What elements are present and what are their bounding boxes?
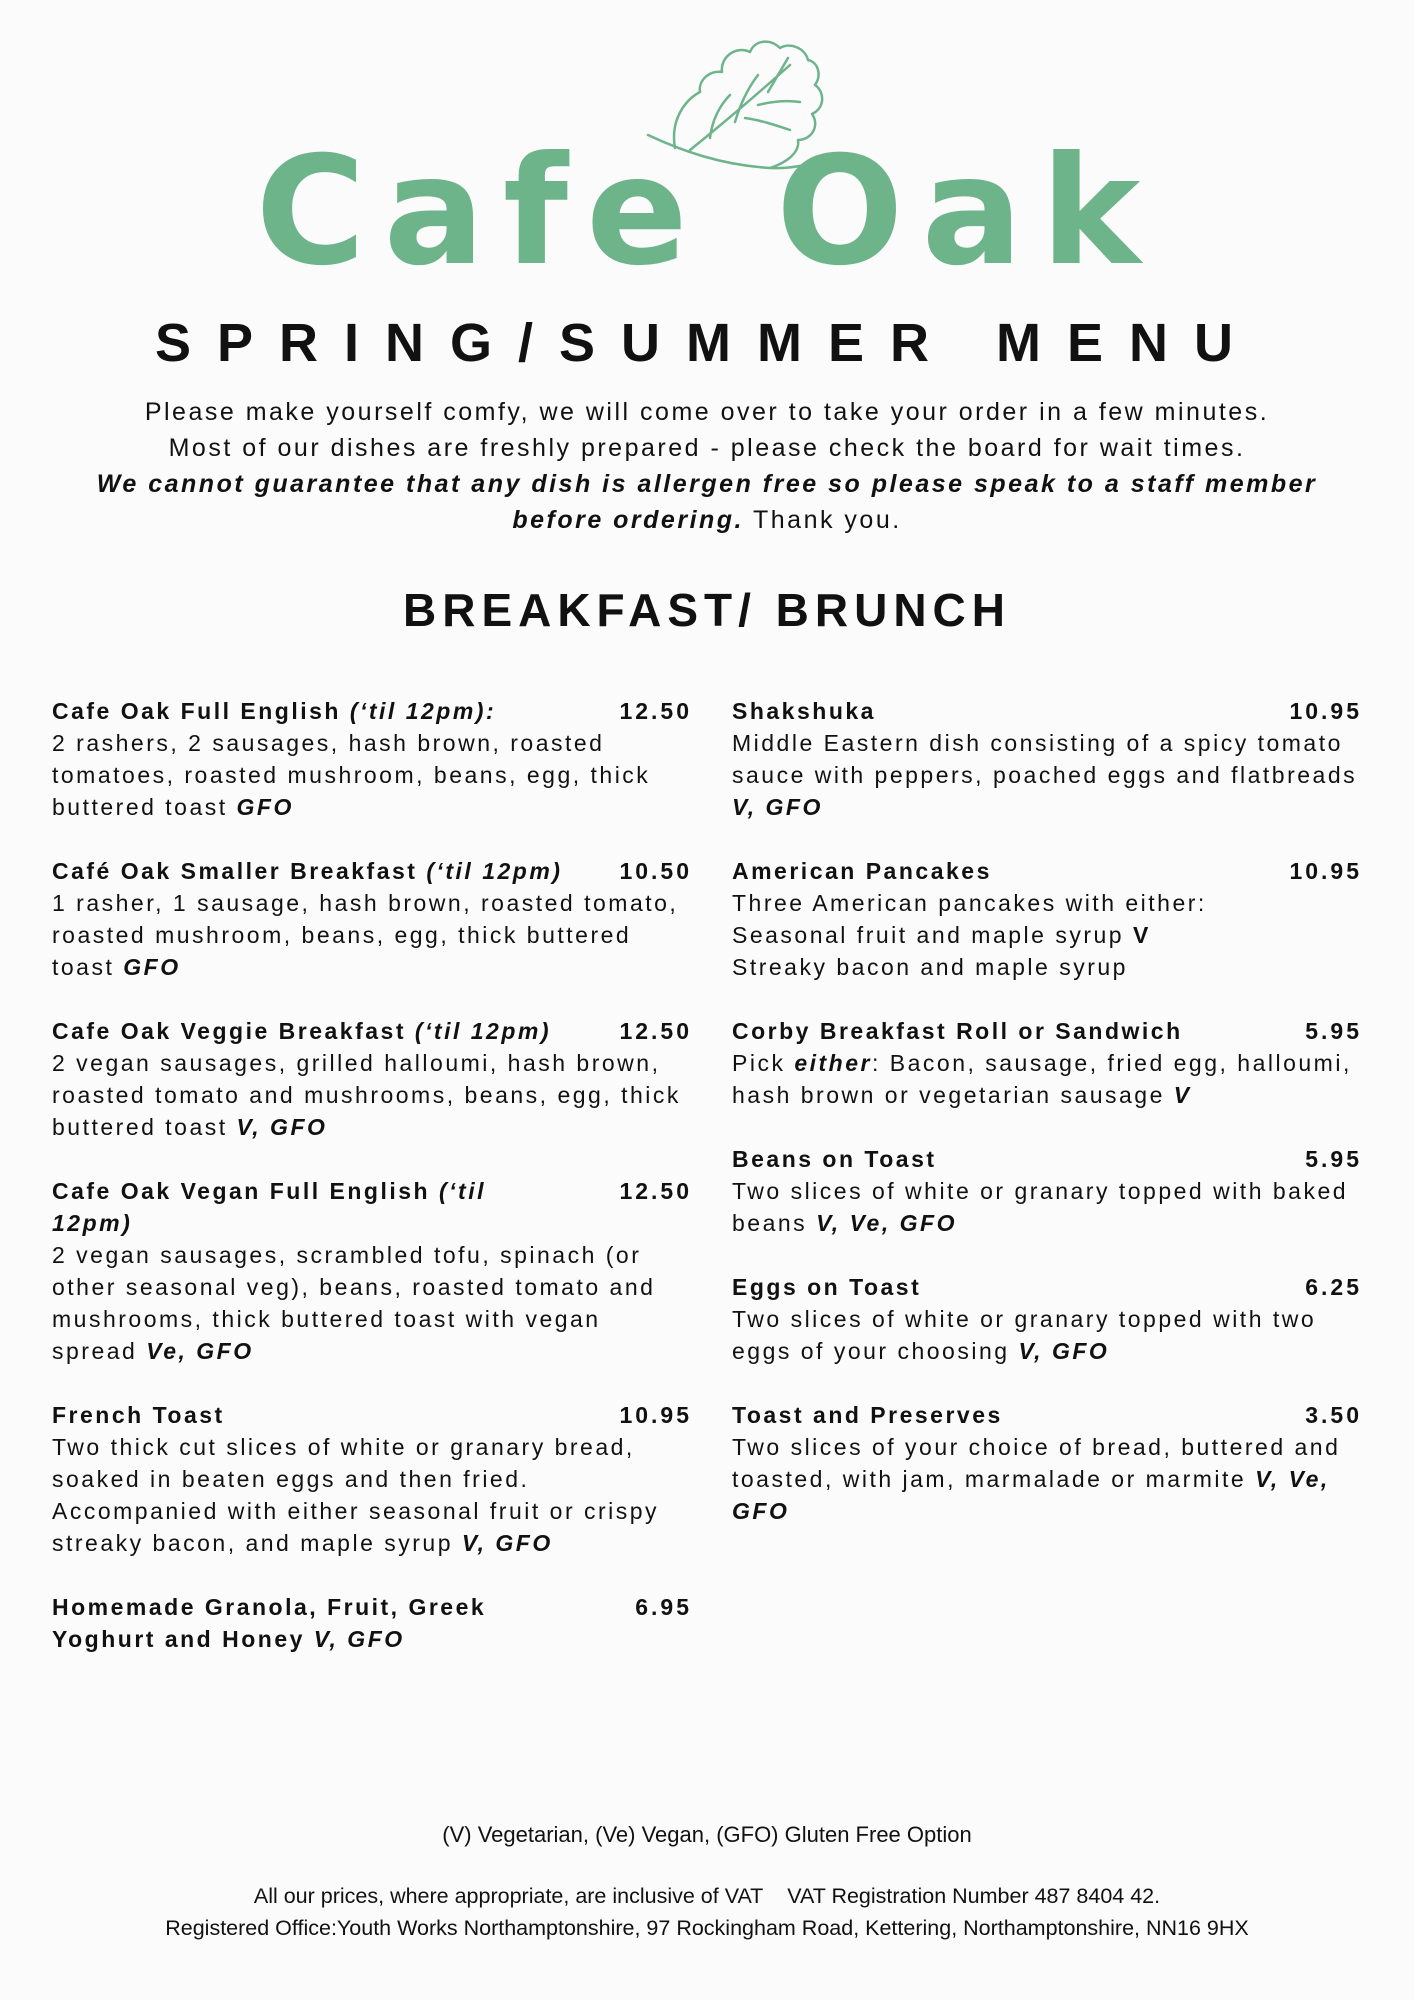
item-description: Middle Eastern dish consisting of a spicy tomato sauce with peppers, poached eggs and flatbreads V, GFO: [732, 730, 1358, 820]
menu-item: [732, 1143, 1362, 1239]
dietary-tags: V, GFO: [1018, 1338, 1110, 1364]
dietary-legend: (V) Vegetarian, (Ve) Vegan, (GFO) Gluten Free Option: [442, 1822, 972, 1847]
thanks-text: Thank you.: [753, 506, 902, 534]
intro-text: [60, 394, 1354, 538]
item-description: 2 vegan sausages, grilled halloumi, hash brown, roasted tomato and mushrooms, beans, egg, thick buttered toast V, GFO: [52, 1050, 681, 1140]
menu-item: [52, 695, 692, 823]
item-name: Beans on Toast: [732, 1146, 937, 1172]
item-name: Homemade Granola, Fruit, Greek Yoghurt and Honey V, GFO: [52, 1594, 487, 1652]
dietary-tags: GFO: [123, 954, 181, 980]
intro-line-2: Most of our dishes are freshly prepared - please check the board for wait times.: [168, 434, 1246, 462]
item-name: Corby Breakfast Roll or Sandwich: [732, 1018, 1183, 1044]
item-description: Three American pancakes with either: Seasonal fruit and maple syrup V Streaky bacon and maple syrup: [732, 890, 1207, 980]
item-description: Two thick cut slices of white or granary bread, soaked in beaten eggs and then fried. Accompanied with either seasonal fruit or crispy streaky bacon, and maple syrup V, GFO: [52, 1434, 660, 1556]
menu-item: [52, 1399, 692, 1559]
item-name: Eggs on Toast: [732, 1274, 922, 1300]
item-name: Shakshuka: [732, 698, 876, 724]
item-name: Café Oak Smaller Breakfast (‘til 12pm): [52, 858, 563, 884]
item-price: 12.50: [619, 1178, 692, 1204]
dietary-tags: V, Ve, GFO: [816, 1210, 957, 1236]
dietary-tags: V, GFO: [461, 1530, 553, 1556]
section-title: BREAKFAST/ BRUNCH: [403, 584, 1011, 636]
intro-line-1: Please make yourself comfy, we will come over to take your order in a few minutes.: [144, 398, 1270, 426]
item-name: Cafe Oak Vegan Full English (‘til 12pm): [52, 1178, 486, 1236]
item-price: 12.50: [619, 1018, 692, 1044]
item-name: Cafe Oak Veggie Breakfast (‘til 12pm): [52, 1018, 551, 1044]
item-price: 6.95: [635, 1594, 692, 1620]
dietary-tags: V, GFO: [236, 1114, 328, 1140]
vat-info: All our prices, where appropriate, are inclusive of VAT VAT Registration Number 487 8404 42.: [253, 1884, 1161, 1908]
item-name: French Toast: [52, 1402, 225, 1428]
item-price: 5.95: [1305, 1018, 1362, 1044]
menu-item: [732, 855, 1362, 983]
dietary-tags: V: [1132, 922, 1151, 948]
item-description: Pick either: Bacon, sausage, fried egg, halloumi, hash brown or vegetarian sausage V: [732, 1050, 1352, 1108]
item-name: American Pancakes: [732, 858, 992, 884]
item-price: 6.25: [1305, 1274, 1362, 1300]
item-name: Cafe Oak Full English (‘til 12pm):: [52, 698, 497, 724]
menu-column-left: [52, 695, 692, 1687]
menu-item: [52, 1175, 692, 1367]
item-price: 3.50: [1305, 1402, 1362, 1428]
logo: [0, 20, 1414, 300]
item-price: 10.95: [1289, 858, 1362, 884]
menu-item: [732, 1015, 1362, 1111]
dietary-tags: GFO: [236, 794, 294, 820]
item-description: Two slices of your choice of bread, buttered and toasted, with jam, marmalade or marmite V, Ve, GFO: [732, 1434, 1341, 1524]
item-description: Two slices of white or granary topped with baked beans V, Ve, GFO: [732, 1178, 1349, 1236]
menu-item: [52, 1591, 692, 1655]
menu-item: [732, 1271, 1362, 1367]
menu-item: [732, 1399, 1362, 1527]
item-description: Two slices of white or granary topped with two eggs of your choosing V, GFO: [732, 1306, 1317, 1364]
menu-title: SPRING/SUMMER MENU: [154, 313, 1260, 373]
item-price: 10.95: [1289, 698, 1362, 724]
item-price: 10.95: [619, 1402, 692, 1428]
item-price: 10.50: [619, 858, 692, 884]
menu-column-right: [732, 695, 1362, 1559]
dietary-tags: V, Ve, GFO: [732, 1466, 1330, 1524]
registered-office: Registered Office:Youth Works Northamptonshire, 97 Rockingham Road, Kettering, Northamptonshire, NN16 9HX: [165, 1916, 1249, 1940]
item-description: 2 rashers, 2 sausages, hash brown, roasted tomatoes, roasted mushroom, beans, egg, thick buttered toast GFO: [52, 730, 651, 820]
item-description: 2 vegan sausages, scrambled tofu, spinach (or other seasonal veg), beans, roasted tomato and mushrooms, thick buttered toast with vegan spread Ve, GFO: [52, 1242, 656, 1364]
menu-item: [732, 695, 1362, 823]
dietary-tags: V, GFO: [732, 794, 823, 820]
item-price: 12.50: [619, 698, 692, 724]
allergen-warning: We cannot guarantee that any dish is allergen free so please speak to a staff member before ordering.: [96, 470, 1318, 534]
dietary-tags: V, GFO: [313, 1626, 405, 1652]
brand-name: Cafe Oak: [255, 125, 1159, 299]
item-description: 1 rasher, 1 sausage, hash brown, roasted tomato, roasted mushroom, beans, egg, thick buttered toast GFO: [52, 890, 679, 980]
item-name: Toast and Preserves: [732, 1402, 1003, 1428]
allergen-notice: [60, 466, 1354, 538]
dietary-tags: Ve, GFO: [146, 1338, 254, 1364]
item-price: 5.95: [1305, 1146, 1362, 1172]
dietary-tags: V: [1173, 1082, 1192, 1108]
menu-item: [52, 1015, 692, 1143]
footer: [0, 1880, 1414, 1944]
menu-item: [52, 855, 692, 983]
